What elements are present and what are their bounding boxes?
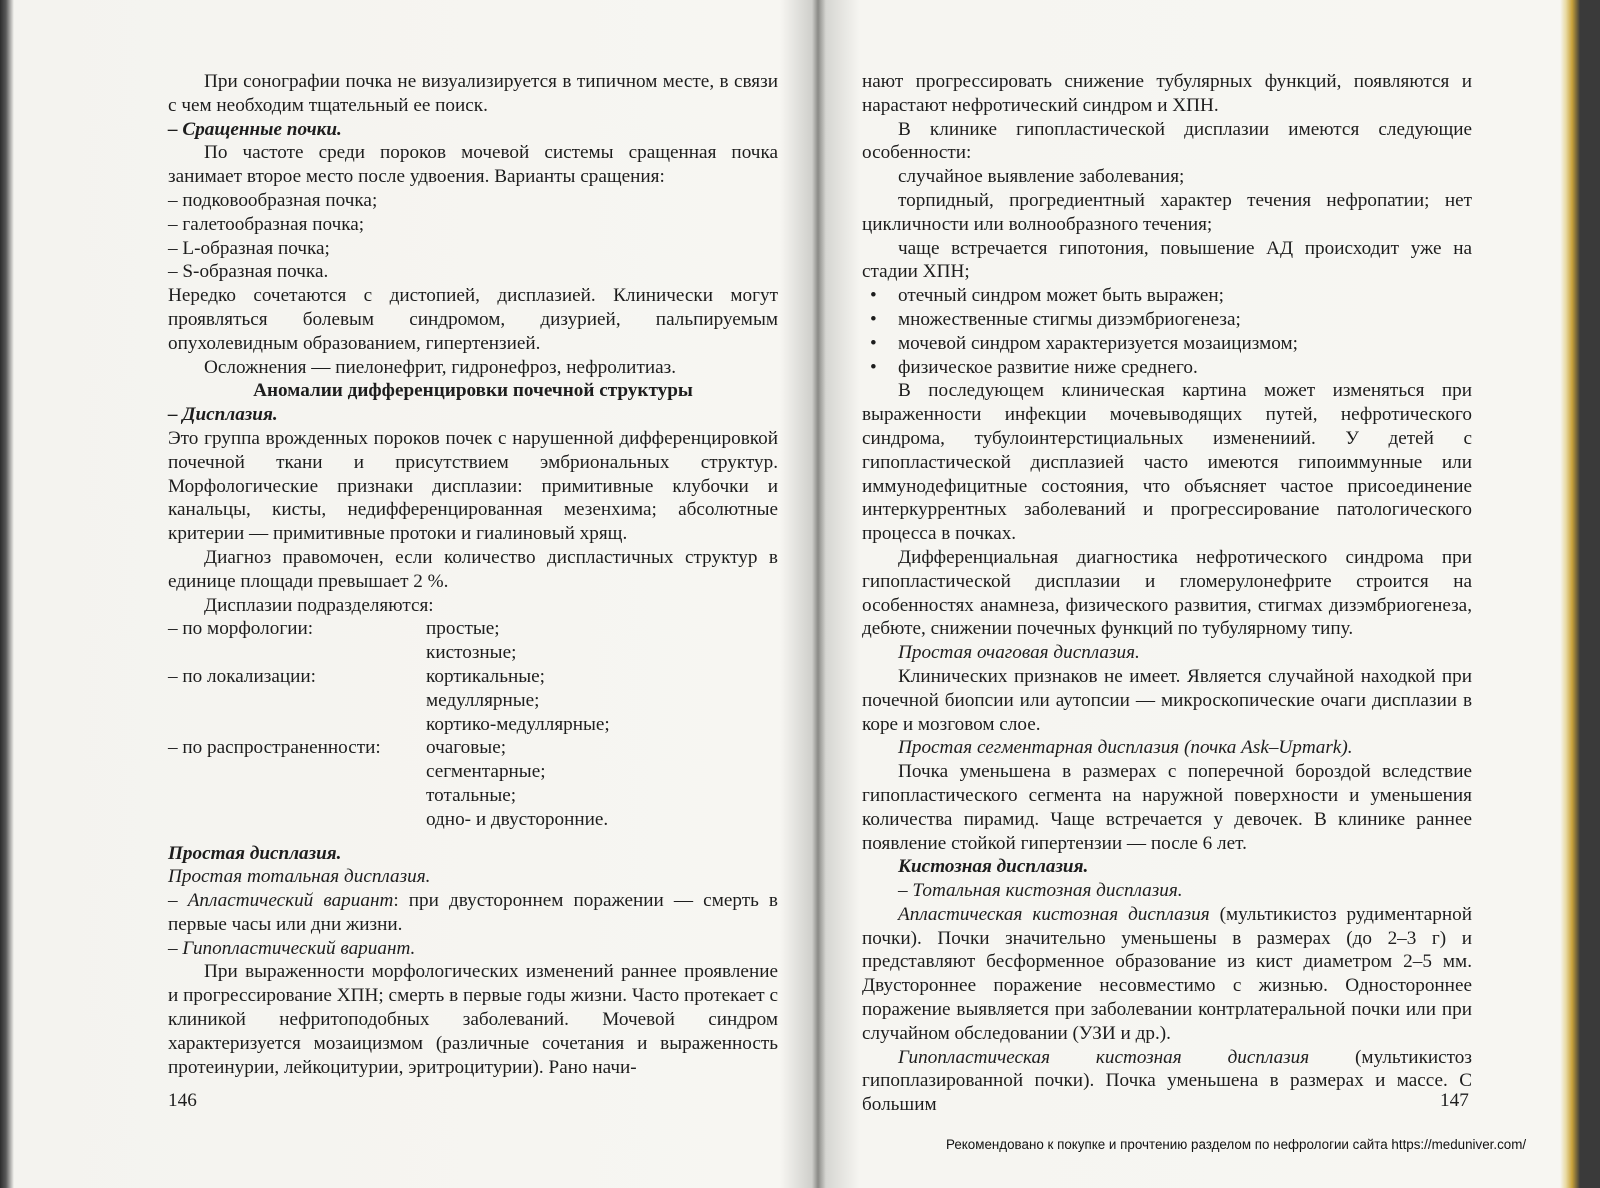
subheading-fused-kidneys: – Сращенные почки. [168, 118, 342, 140]
paragraph: Осложнения — пиелонефрит, гидронефроз, нефролитиаз. [204, 356, 676, 378]
paragraph: Нередко сочетаются с дистопией, дисплазией. Клинически могут проявляться болевым синдромом, дизурией, пальпируемым опухолевидным образованием, гипертензией. [168, 285, 778, 354]
hypo-cystic-label: Гипопластическая кистозная дисплазия [898, 1046, 1310, 1068]
list-item: – S-образная почка. [168, 261, 329, 283]
page-number-left: 146 [168, 1090, 197, 1111]
paragraph: При сонографии почка не визуализируется в типичном месте, в связи с чем необходим тщательный ее поиск. [168, 71, 778, 116]
class-value: простые; [426, 618, 500, 640]
subheading-focal: Простая очаговая дисплазия. [898, 642, 1140, 664]
bullet-item: • отечный синдром может быть выражен; [862, 284, 1472, 308]
paragraph: Это группа врожденных пороков почек с нарушенной дифференцировкой почечной ткани и присутствием эмбриональных структур. Морфологические признаки дисплазии: примитивные клубочки и канальцы, кисты, недифференцированная мезенхима; абсолютные критерии — примитивные протоки и гиалиновый хрящ. [168, 427, 778, 545]
paragraph [168, 889, 778, 937]
paragraph: Диагноз правомочен, если количество диспластичных структур в единице площади превышает 2 %. [168, 546, 778, 592]
bullet-item: • множественные стигмы дизэмбриогенеза; [862, 308, 1472, 332]
classification-table [168, 617, 778, 831]
aplastic-label: – Апластический вариант [168, 890, 394, 912]
paragraph: В последующем клиническая картина может изменяться при выраженности инфекции мочевыводящих путей, нефротического синдрома, тубулоинтерстициальных изменениий. У детей с гипопластической дисплазией часто имеются гипоиммунные или иммунодефицитные состояния, что объясняет частое присоединение интеркуррентных заболеваний и прогрессирование патологического процесса в почках. [862, 380, 1472, 545]
section-title: Аномалии дифференцировки почечной структуры [253, 380, 693, 402]
class-label: – по локализации: [168, 665, 317, 687]
class-value: кистозные; [426, 642, 517, 664]
bullet-item: • физическое развитие ниже среднего. [862, 356, 1472, 380]
aplastic-cystic-label: Апластическая кистозная дисплазия [898, 903, 1210, 925]
subheading-hypoplastic: – Гипопластический вариант. [168, 937, 416, 959]
paragraph: Дифференциальная диагностика нефротического синдрома при гипопластической дисплазии и гломерулонефрите строится на особенностях анамнеза, физического развития, стигмах дизэмбриогенеза, дебюте, снижении почечных функций по тубулярному типу. [862, 546, 1472, 640]
page-number-right: 147 [1440, 1090, 1469, 1111]
class-value: кортикальные; [426, 665, 545, 687]
subheading-simple-total: Простая тотальная дисплазия. [168, 866, 431, 888]
feature-item: торпидный, прогредиентный характер течения нефропатии; нет цикличности или волнообразного течения; [862, 189, 1472, 235]
class-value: кортико-медуллярные; [426, 713, 610, 735]
subheading-total-cystic: – Тотальная кистозная дисплазия. [898, 880, 1183, 902]
paragraph: В клинике гипопластической дисплазии имеются следующие особенности: [862, 118, 1472, 164]
paragraph: При выраженности морфологических изменений раннее проявление и прогрессирование ХПН; смерть в первые годы жизни. Часто протекает с клиникой нефритоподобных заболеваний. Мочевой синдром характеризуется мозаицизмом (различные сочетания и выраженность протеинурии, лейкоцитурии, эритроцитурии). Рано начи- [168, 961, 778, 1078]
class-value: тотальные; [426, 784, 517, 806]
paragraph [862, 1046, 1472, 1117]
right-page [862, 70, 1472, 1117]
class-value: очаговые; [426, 737, 507, 759]
hypo-cystic-text: (мультикистоз гипоплазированной почки). Почка уменьшена в размерах и массе. С большим [862, 1046, 1472, 1116]
subheading-cystic: Кистозная дисплазия. [898, 856, 1089, 878]
footer-note: Рекомендовано к покупке и прочтению разделом по нефрологии сайта https://meduniver.com/ [946, 1137, 1527, 1152]
left-page [168, 70, 778, 1079]
paragraph: Почка уменьшена в размерах с поперечной бороздой вследствие гипопластического сегмента на наружной поверхности и уменьшения количества пирамид. Чаще встречается у девочек. В клинике раннее появление стойкой гипертензии — после 6 лет. [862, 761, 1472, 854]
bullet-item: • мочевой синдром характеризуется мозаицизмом; [862, 332, 1472, 356]
paragraph: Дисплазии подразделяются: [204, 594, 434, 616]
paragraph: По частоте среди пороков мочевой системы сращенная почка занимает второе место после удвоения. Варианты сращения: [168, 142, 778, 188]
list-item: – L-образная почка; [168, 237, 330, 259]
class-value: одно- и двусторонние. [426, 808, 609, 830]
subheading-dysplasia: – Дисплазия. [168, 404, 278, 426]
feature-item: чаще встречается гипотония, повышение АД происходит уже на стадии ХПН; [862, 237, 1472, 283]
list-item: – подковообразная почка; [168, 189, 378, 211]
bullet-list [862, 284, 1472, 379]
list-item: – галетообразная почка; [168, 213, 365, 235]
class-value: сегментарные; [426, 761, 546, 783]
paragraph: нают прогрессировать снижение тубулярных функций, появляются и нарастают нефротический синдром и ХПН. [862, 71, 1472, 116]
subheading-segmental: Простая сегментарная дисплазия (почка Ask–Upmark). [898, 737, 1353, 759]
aplastic-text: : при двустороннем поражении — смерть в первые часы или дни жизни. [168, 890, 778, 935]
paragraph [862, 903, 1472, 1046]
paragraph: Клинических признаков не имеет. Является случайной находкой при почечной биопсии или аутопсии — микроскопические очаги дисплазии в коре и мозговом слое. [862, 665, 1472, 735]
class-label: – по распространенности: [168, 737, 381, 759]
class-label: – по морфологии: [168, 618, 314, 640]
aplastic-cystic-text: (мультикистоз рудиментарной почки). Почки значительно уменьшены в размерах (до 2–3 г) и представляют бесформенное образование из кист диаметром 2–5 мм. Двустороннее поражение несовместимо с жизнью. Одностороннее поражение выявляется при заболевании контрлатеральной почки или при случайном обследовании (УЗИ и др.). [862, 903, 1472, 1044]
subheading-simple-dysplasia: Простая дисплазия. [168, 842, 342, 864]
class-value: медуллярные; [426, 689, 540, 711]
feature-item: случайное выявление заболевания; [898, 166, 1185, 188]
